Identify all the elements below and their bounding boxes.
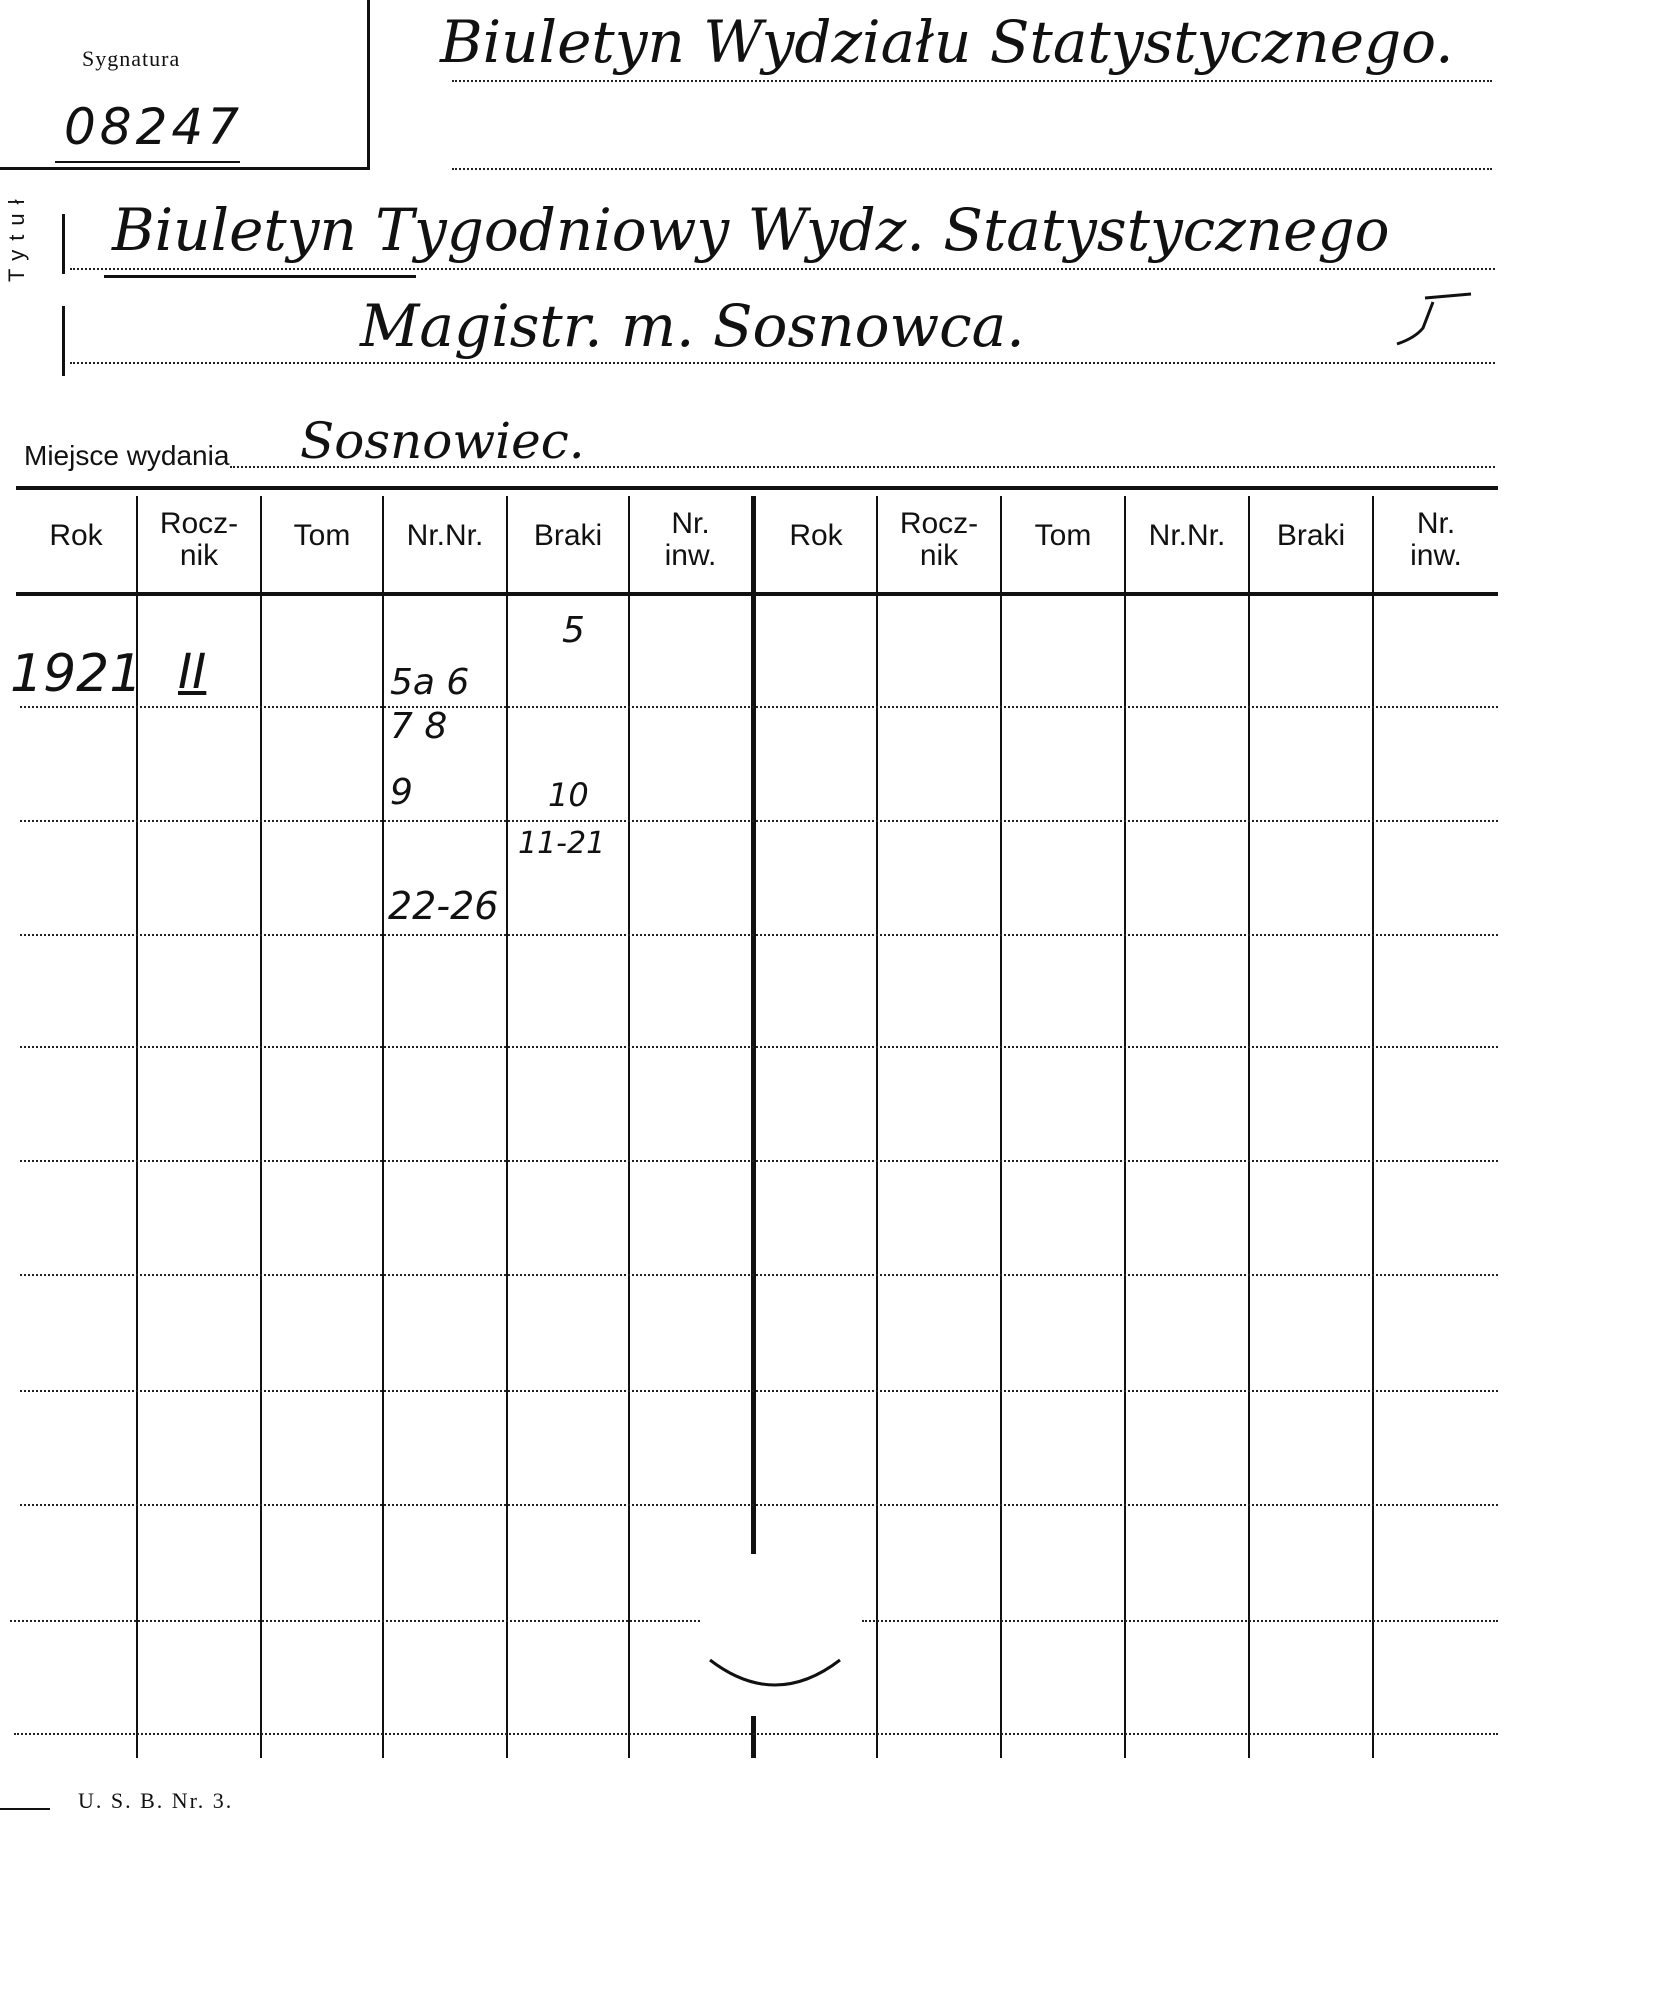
footer-mark [0, 1808, 50, 1810]
row-dotline [20, 934, 1498, 936]
header-rocznik: Rocz- nik [159, 507, 239, 572]
entry-volume: II [178, 644, 207, 700]
place-value: Sosnowiec. [300, 412, 585, 470]
entry-missing: 11-21 [518, 826, 606, 861]
row-dotline [20, 1046, 1498, 1048]
header-braki: Braki [533, 519, 603, 552]
entry-missing: 10 [548, 776, 589, 814]
row-dotline [20, 1274, 1498, 1276]
header-rok-2: Rok [789, 519, 843, 552]
row-dotline [20, 1504, 1498, 1506]
signature-value: 08247 [64, 98, 244, 156]
heading-dotline-2 [452, 168, 1492, 170]
entry-year: 1921 [10, 644, 143, 704]
column-divider [260, 496, 262, 1758]
title-bracket-bottom [62, 306, 65, 376]
heading-dotline [452, 80, 1492, 82]
header-nr-inw-2: Nr. inw. [1410, 507, 1462, 572]
title-label: Tytuł [4, 190, 29, 282]
title-dotline-2 [70, 362, 1495, 364]
header-tom-2: Tom [1034, 519, 1092, 552]
table-header-bottom-border [16, 592, 1498, 596]
header-braki-2: Braki [1276, 519, 1346, 552]
entry-numbers: 7 8 [390, 706, 448, 747]
signature-underline [55, 161, 240, 163]
signature-label: Sygnatura [82, 46, 181, 71]
row-dotline [862, 1620, 1498, 1622]
header-nrnr: Nr.Nr. [406, 519, 484, 552]
punch-hole [700, 1640, 850, 1720]
column-divider [506, 496, 508, 1758]
place-label: Miejsce wydania [24, 440, 230, 471]
column-divider [876, 496, 878, 1758]
row-dotline [20, 1390, 1498, 1392]
center-divider-lower [751, 1716, 756, 1758]
row-dotline [10, 1620, 700, 1622]
header-nr-inw: Nr. inw. [664, 507, 717, 572]
center-divider [751, 496, 756, 1554]
column-divider [1372, 496, 1374, 1758]
header-nrnr-2: Nr.Nr. [1148, 519, 1226, 552]
footer-print-code: U. S. B. Nr. 3. [78, 1788, 234, 1813]
title-underline [104, 275, 416, 278]
column-divider [382, 496, 384, 1758]
place-dotline [230, 466, 1495, 468]
entry-numbers: 5a 6 [390, 662, 470, 703]
column-divider [628, 496, 630, 1758]
header-rok: Rok [49, 519, 103, 552]
row-dotline [14, 1733, 1498, 1735]
entry-missing: 5 [562, 610, 585, 651]
title-dotline-1 [70, 268, 1495, 270]
header-rocznik-2: Rocz- nik [899, 507, 979, 572]
row-dotline [20, 706, 1498, 708]
header-tom: Tom [293, 519, 351, 552]
entry-numbers: 22-26 [388, 884, 499, 928]
row-dotline [20, 1160, 1498, 1162]
row-dotline [20, 820, 1498, 822]
title-line-2: Magistr. m. Sosnowca. [360, 292, 1025, 360]
entry-numbers: 9 [390, 772, 413, 813]
column-divider [1000, 496, 1002, 1758]
check-mark-icon [1395, 288, 1475, 348]
heading-handwritten: Biuletyn Wydziału Statystycznego. [440, 8, 1454, 76]
column-divider [1248, 496, 1250, 1758]
table-top-border [16, 486, 1498, 490]
column-divider [1124, 496, 1126, 1758]
title-bracket-top [62, 214, 65, 274]
title-line-1: Biuletyn Tygodniowy Wydz. Statystycznego [112, 196, 1390, 264]
